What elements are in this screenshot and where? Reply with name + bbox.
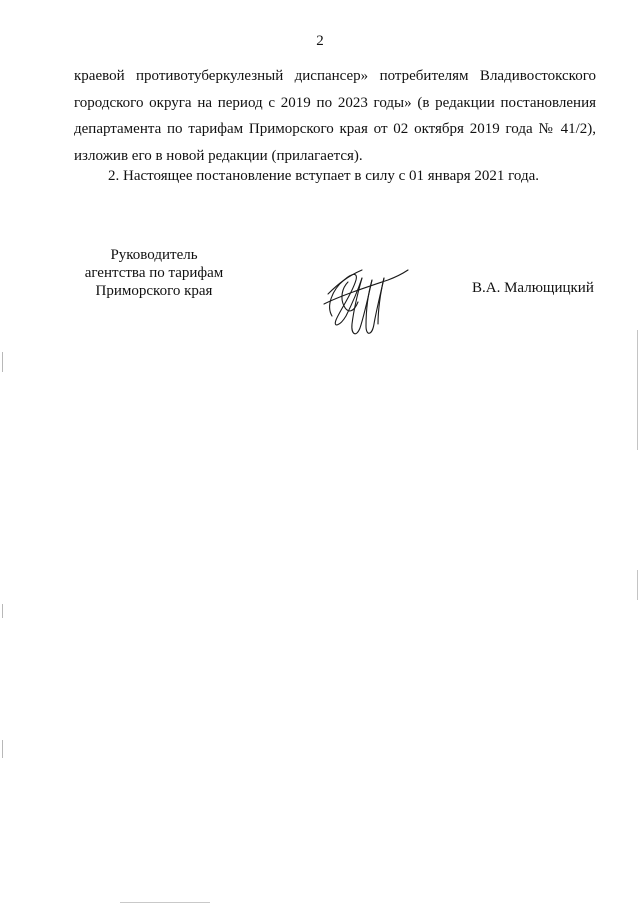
page-number: 2	[316, 33, 324, 49]
signer-name: В.А. Малющицкий	[472, 280, 594, 296]
signatory-position	[68, 246, 240, 300]
paragraph-1-line: краевой противотуберкулезный диспансер» потребителям Владивостокского	[74, 68, 596, 84]
paragraph-2: 2. Настоящее постановление вступает в силу с 01 января 2021 года.	[108, 168, 540, 184]
scan-edge-mark	[2, 604, 3, 618]
scan-edge-mark	[120, 902, 210, 903]
signatory-position-line: агентства по тарифам	[84, 265, 224, 281]
paragraph-1-line: изложив его в новой редакции (прилагается).	[74, 147, 363, 164]
paragraph-1-line: департамента по тарифам Приморского края от 02 октября 2019 года № 41/2),	[74, 121, 596, 137]
paragraph-1-line: городского округа на период с 2019 по 2023 годы» (в редакции постановления	[74, 94, 596, 111]
paragraph-1	[74, 63, 596, 169]
scan-edge-mark	[2, 740, 3, 758]
handwritten-signature	[318, 254, 414, 346]
signatory-position-line: Приморского края	[95, 283, 213, 299]
signatory-position-line: Руководитель	[110, 247, 198, 263]
scan-edge-mark	[637, 330, 638, 450]
scan-edge-mark	[2, 352, 3, 372]
scan-edge-mark	[637, 570, 638, 600]
